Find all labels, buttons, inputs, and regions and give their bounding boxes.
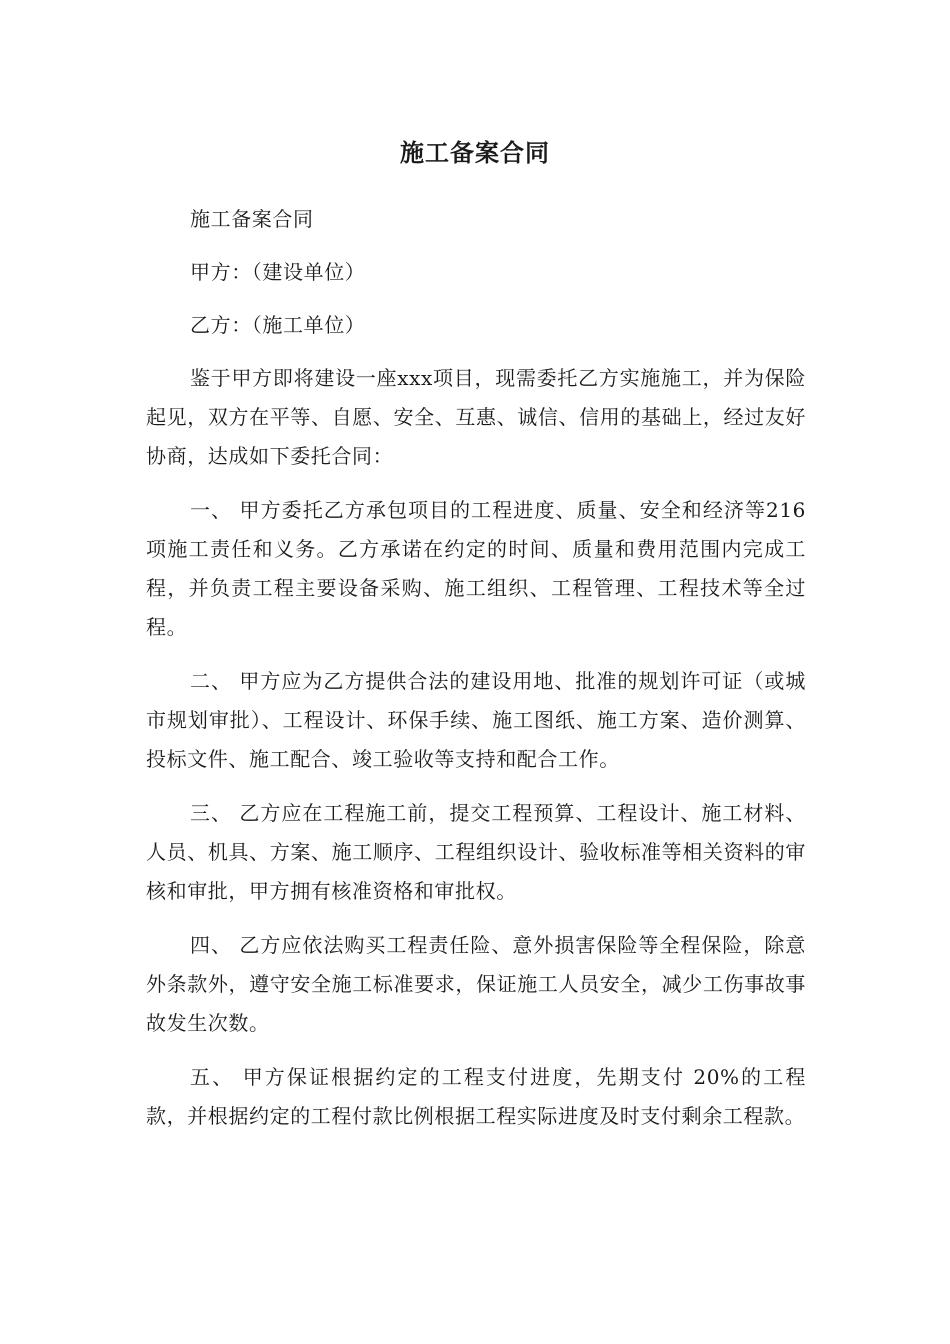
document-body [146,200,806,1151]
contract-name-line: 施工备案合同 [190,207,314,231]
clause-4: 四、 乙方应依法购买工程责任险、意外损害保险等全程保险，除意外条款外，遵守安全施工标准要求，保证施工人员安全，减少工伤事故事故发生次数。 [146,933,806,1035]
document-title: 施工备案合同 [400,139,550,167]
clause-3: 三、 乙方应在工程施工前，提交工程预算、工程设计、施工材料、人员、机具、方案、施工顺序、工程组织设计、验收标准等相关资料的审核和审批，甲方拥有核准资格和审批权。 [146,801,806,903]
clause-5: 五、 甲方保证根据约定的工程支付进度，先期支付 20%的工程款，并根据约定的工程付款比例根据工程实际进度及时支付剩余工程款。 [146,1065,806,1128]
party-a-line: 甲方：（建设单位） [190,260,366,284]
clause-1: 一、 甲方委托乙方承包项目的工程进度、质量、安全和经济等216项施工责任和义务。乙方承诺在约定的时间、质量和费用范围内完成工程，并负责工程主要设备采购、施工组织、工程管理、工程技术等全过程。 [146,498,806,639]
party-b-line: 乙方：（施工单位） [190,313,366,337]
preamble-paragraph: 鉴于甲方即将建设一座xxx项目，现需委托乙方实施施工，并为保险起见，双方在平等、自愿、安全、互惠、诚信、信用的基础上，经过友好协商，达成如下委托合同： [146,366,806,468]
clause-2: 二、 甲方应为乙方提供合法的建设用地、批准的规划许可证（或城市规划审批）、工程设计、环保手续、施工图纸、施工方案、造价测算、投标文件、施工配合、竣工验收等支持和配合工作。 [146,669,806,771]
